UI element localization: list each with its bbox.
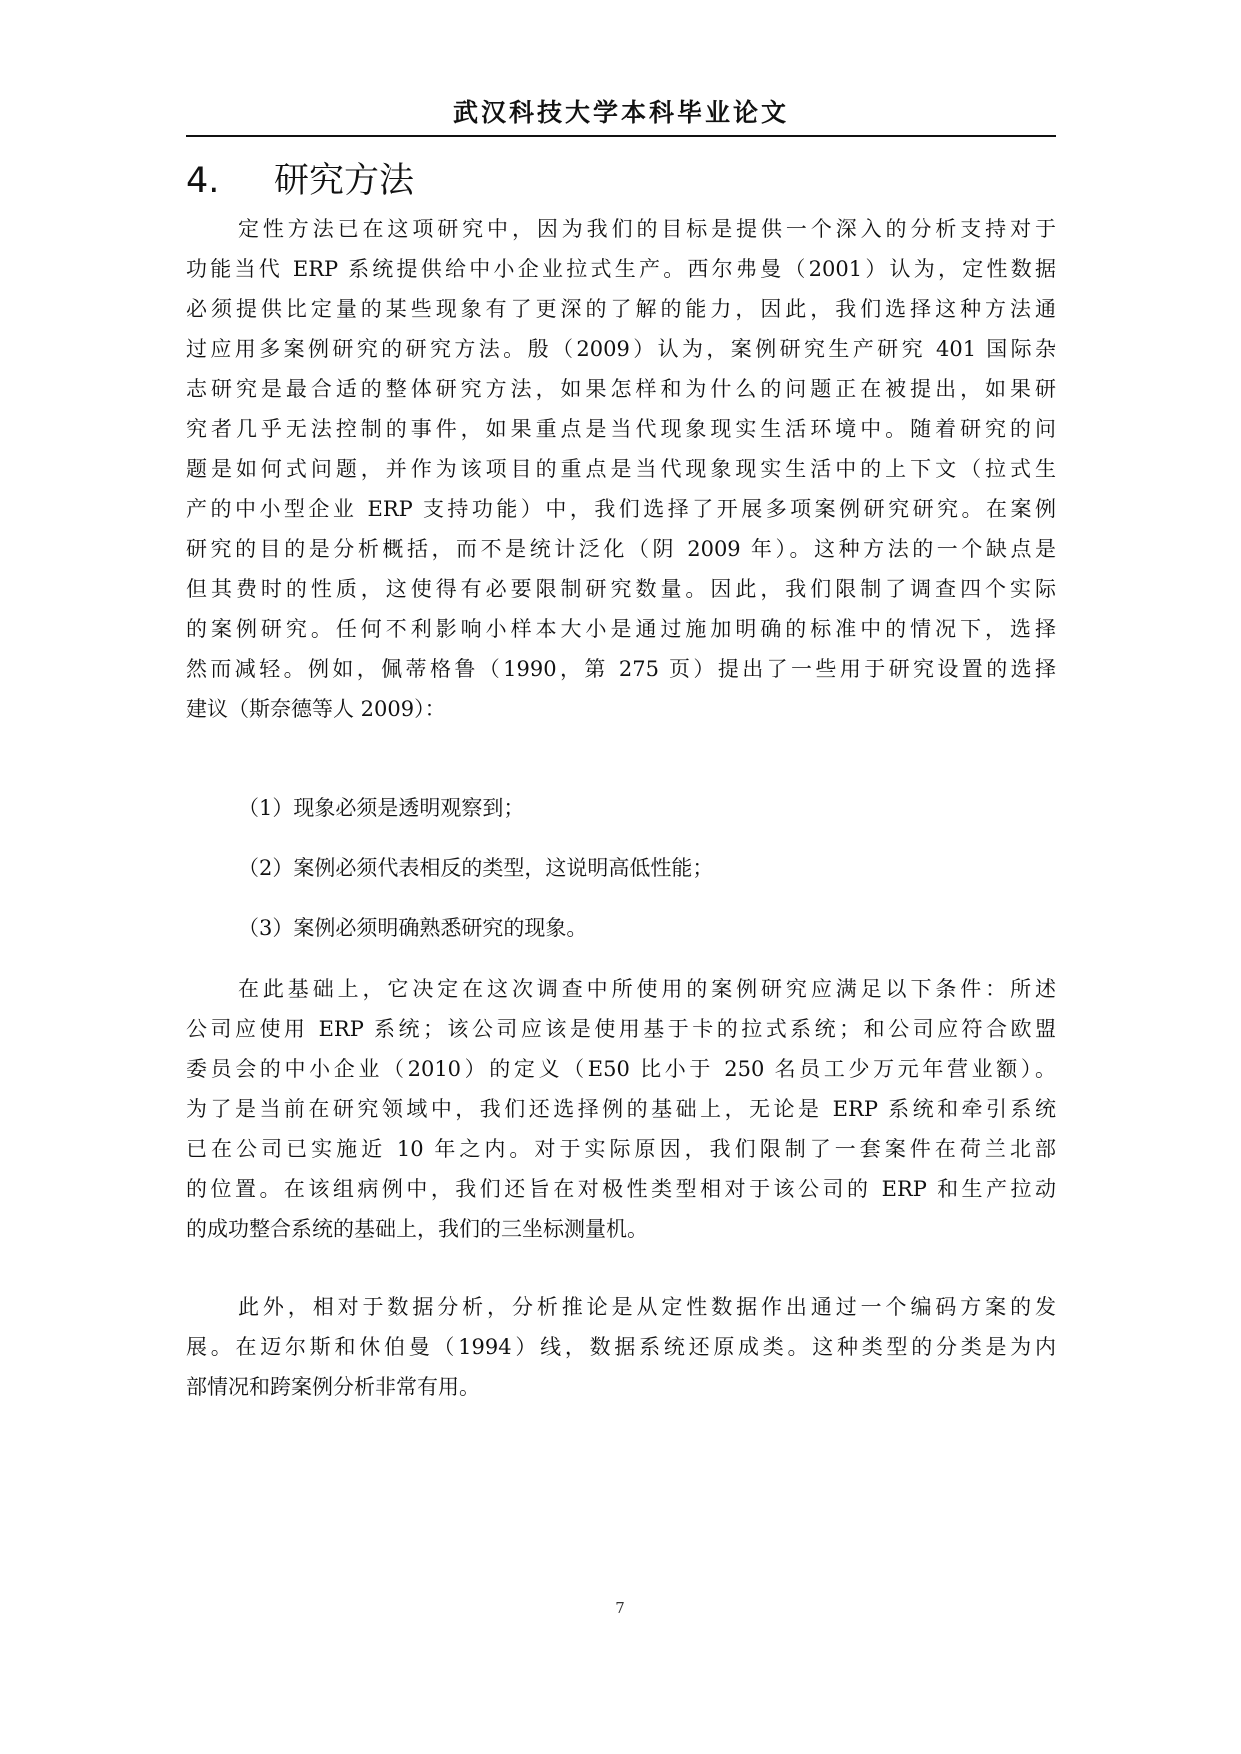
paragraph-line: 研究的目的是分析概括，而不是统计泛化（阴 2009 年）。这种方法的一个缺点是 [186,537,1056,561]
paragraph-line: 过应用多案例研究的研究方法。殷（2009）认为，案例研究生产研究 401 国际杂 [186,337,1056,361]
paragraph-line: 在此基础上，它决定在这次调查中所使用的案例研究应满足以下条件：所述 [238,977,1056,1001]
paragraph-line: 究者几乎无法控制的事件，如果重点是当代现象现实生活环境中。随着研究的问 [186,417,1056,441]
paragraph-methodology [186,209,1056,729]
paragraph-line: 此外，相对于数据分析，分析推论是从定性数据作出通过一个编码方案的发 [238,1295,1056,1319]
paragraph-line: 展。在迈尔斯和休伯曼（1994）线，数据系统还原成类。这种类型的分类是为内 [186,1335,1056,1359]
running-header-title: 武汉科技大学本科毕业论文 [452,98,789,127]
paragraph-line: 题是如何式问题，并作为该项目的重点是当代现象现实生活中的上下文（拉式生 [186,457,1056,481]
paragraph-line: 部情况和跨案例分析非常有用。 [186,1375,480,1399]
section-number: 4. [186,161,220,201]
paragraph-line: 已在公司已实施近 10 年之内。对于实际原因，我们限制了一套案件在荷兰北部 [186,1137,1056,1161]
paragraph-line: 委员会的中小企业（2010）的定义（E50 比小于 250 名员工少万元年营业额）。 [186,1057,1056,1081]
paragraph-line: 但其费时的性质，这使得有必要限制研究数量。因此，我们限制了调查四个实际 [186,577,1056,601]
paragraph-line: 定性方法已在这项研究中，因为我们的目标是提供一个深入的分析支持对于 [238,217,1056,241]
section-title: 研究方法 [274,161,415,201]
criteria-item-2: （2）案例必须代表相反的类型，这说明高低性能； [238,856,714,880]
paragraph-case-selection [186,969,1056,1249]
paragraph-line: 产的中小型企业 ERP 支持功能）中，我们选择了开展多项案例研究研究。在案例 [186,497,1056,521]
section-heading [186,156,414,206]
paragraph-line: 的案例研究。任何不利影响小样本大小是通过施加明确的标准中的情况下，选择 [186,617,1056,641]
criteria-item-3: （3）案例必须明确熟悉研究的现象。 [238,916,588,940]
criteria-item-1: （1）现象必须是透明观察到； [238,796,525,820]
paragraph-line: 的位置。在该组病例中，我们还旨在对极性类型相对于该公司的 ERP 和生产拉动 [186,1177,1056,1201]
paragraph-line: 功能当代 ERP 系统提供给中小企业拉式生产。西尔弗曼（2001）认为，定性数据 [186,257,1056,281]
paragraph-line: 建议（斯奈德等人 2009）： [186,697,446,721]
paragraph-data-analysis [186,1287,1056,1407]
paragraph-line: 为了是当前在研究领域中，我们还选择例的基础上，无论是 ERP 系统和牵引系统 [186,1097,1056,1121]
header-rule [186,135,1056,137]
page-number: 7 [615,1599,625,1617]
paragraph-line: 的成功整合系统的基础上，我们的三坐标测量机。 [186,1217,648,1241]
paragraph-line: 志研究是最合适的整体研究方法，如果怎样和为什么的问题正在被提出，如果研 [186,377,1056,401]
paragraph-line: 公司应使用 ERP 系统；该公司应该是使用基于卡的拉式系统；和公司应符合欧盟 [186,1017,1056,1041]
paragraph-line: 然而减轻。例如，佩蒂格鲁（1990，第 275 页）提出了一些用于研究设置的选择 [186,657,1056,681]
paragraph-line: 必须提供比定量的某些现象有了更深的了解的能力，因此，我们选择这种方法通 [186,297,1056,321]
